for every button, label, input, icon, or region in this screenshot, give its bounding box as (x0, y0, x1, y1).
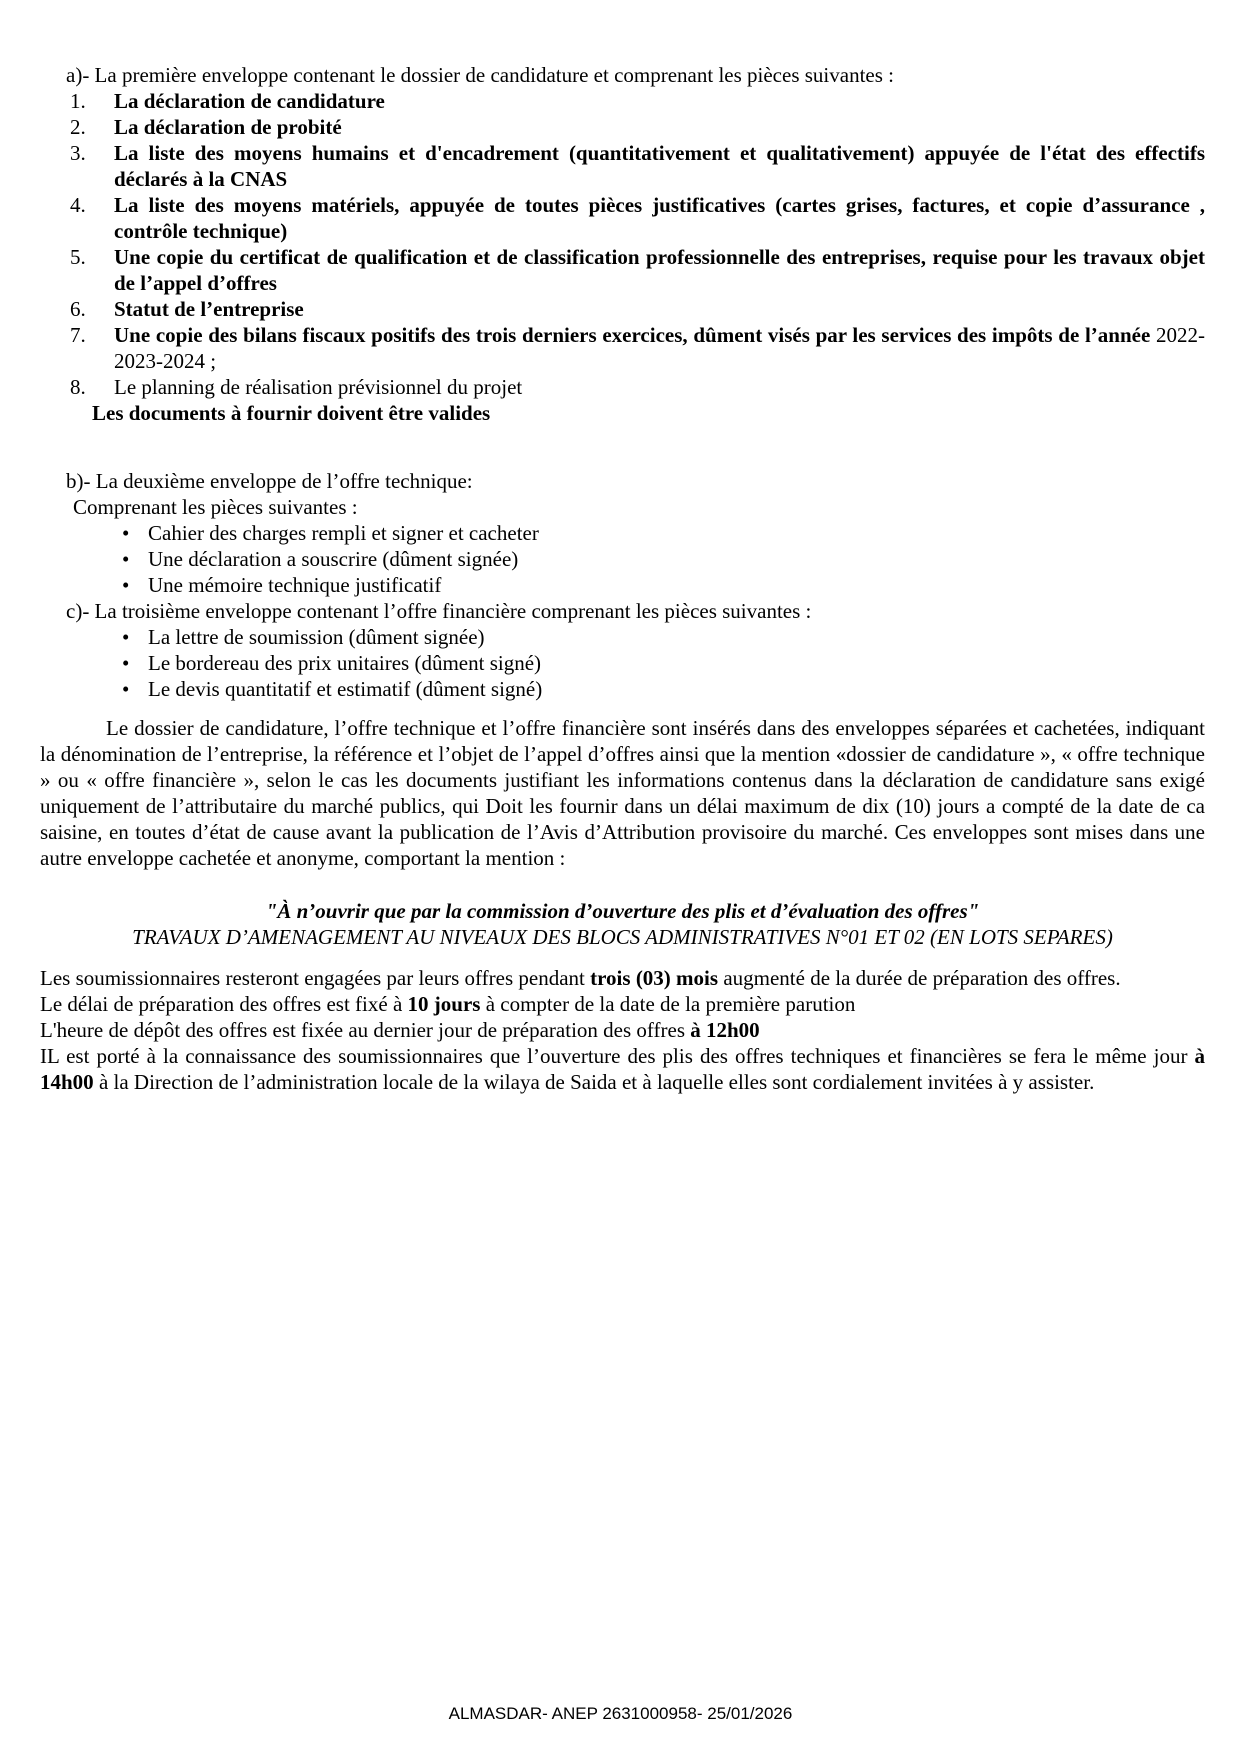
item-text-bold: La déclaration de probité (114, 115, 342, 139)
offer-validity-line: Les soumissionnaires resteront engagées par leurs offres pendant trois (03) mois augmenté de la durée de préparation des offres. (40, 966, 1121, 990)
preparation-delay-duration: 10 jours (407, 992, 481, 1016)
bullet-item: • Une déclaration a souscrire (dûment signée) (40, 546, 1205, 572)
item-text-bold: Une copie des bilans fiscaux positifs des trois derniers exercices, dûment visés par les services des impôts de l’année (114, 323, 1156, 347)
bullet-item: • Le bordereau des prix unitaires (dûment signé) (40, 650, 1205, 676)
preparation-delay-line: Le délai de préparation des offres est fixé à 10 jours à compter de la date de la première parution (40, 992, 856, 1016)
item-number: 2. (70, 115, 86, 139)
deposit-hour: à 12h00 (690, 1018, 760, 1042)
offer-validity-duration: trois (03) mois (590, 966, 719, 990)
list-item (40, 296, 1205, 322)
list-item (40, 192, 1205, 244)
item-number: 5. (70, 245, 86, 269)
item-number: 8. (70, 375, 86, 399)
item-text-bold: Statut de l’entreprise (114, 297, 304, 321)
list-item (40, 244, 1205, 296)
bullet-item: • Le devis quantitatif et estimatif (dûment signé) (40, 676, 1205, 702)
item-text: 2022-2023-2024 ; (114, 323, 1205, 373)
list-item (40, 88, 1205, 114)
tender-document-page (40, 62, 1205, 1095)
opening-hour: à 14h00 (40, 1044, 1205, 1094)
bullet-item: • La lettre de soumission (dûment signée) (40, 624, 1205, 650)
bullet-item: • Cahier des charges rempli et signer et cacheter (40, 520, 1205, 546)
item-text-bold: La déclaration de candidature (114, 89, 385, 113)
anep-footer: ALMASDAR- ANEP 2631000958- 25/01/2026 (448, 1704, 793, 1723)
deposit-hour-line: L'heure de dépôt des offres est fixée au dernier jour de préparation des offres à 12h00 (40, 1018, 760, 1042)
envelope-b-intro: b)- La deuxième enveloppe de l’offre technique: (66, 469, 473, 493)
envelope-a-intro: a)- La première enveloppe contenant le dossier de candidature et comprenant les pièces suivantes : (66, 63, 894, 87)
documents-validity-note: Les documents à fournir doivent être valides (92, 401, 491, 425)
item-text-bold: La liste des moyens humains et d'encadrement (quantitativement et qualitativement) appuyée de l'état des effectifs déclarés à la CNAS (114, 141, 1205, 191)
list-item (40, 114, 1205, 140)
item-text-bold: La liste des moyens matériels, appuyée de toutes pièces justificatives (cartes grises, factures, et copie d’assurance , contrôle technique) (114, 193, 1205, 243)
envelope-b-subintro: Comprenant les pièces suivantes : (73, 495, 358, 519)
list-item (40, 322, 1205, 374)
list-item (40, 140, 1205, 192)
item-number: 3. (70, 141, 86, 165)
item-number: 4. (70, 193, 86, 217)
item-number: 7. (70, 323, 86, 347)
commission-opening-quote: "À n’ouvrir que par la commission d’ouverture des plis et d’évaluation des offres" (265, 899, 980, 923)
opening-session-line: IL est porté à la connaissance des soumissionnaires que l’ouverture des plis des offres techniques et financières se fera le même jour à 14h00 à la Direction de l’administration locale de la wilaya de Saida et à laquelle elles sont cordialement invitées à y assister. (40, 1044, 1205, 1094)
item-number: 1. (70, 89, 86, 113)
list-item (40, 374, 1205, 400)
envelopes-instructions-paragraph: Le dossier de candidature, l’offre technique et l’offre financière sont insérés dans des enveloppes séparées et cachetées, indiquant la dénomination de l’entreprise, la référence et l’objet de l’appel d’offres ainsi que la mention «dossier de candidature », « offre technique » ou « offre financière », selon le cas les documents justifiant les informations contenus dans la déclaration de candidature sans exigé uniquement de l’attributaire du marché publics, qui Doit les fournir dans un délai maximum de dix (10) jours a compté de la date de ca saisine, en toutes d’état de cause avant la publication de l’Avis d’Attribution provisoire du marché. Ces enveloppes sont mises dans une autre enveloppe cachetée et anonyme, comportant la mention : (40, 716, 1205, 870)
project-title-line: TRAVAUX D’AMENAGEMENT AU NIVEAUX DES BLOCS ADMINISTRATIVES N°01 ET 02 (EN LOTS SEPARES) (132, 925, 1113, 949)
item-number: 6. (70, 297, 86, 321)
bullet-item: • Une mémoire technique justificatif (40, 572, 1205, 598)
item-text-bold: Une copie du certificat de qualification et de classification professionnelle des entreprises, requise pour les travaux objet de l’appel d’offres (114, 245, 1205, 295)
item-text: Le planning de réalisation prévisionnel du projet (114, 375, 523, 399)
envelope-c-intro: c)- La troisième enveloppe contenant l’offre financière comprenant les pièces suivantes : (66, 599, 812, 623)
